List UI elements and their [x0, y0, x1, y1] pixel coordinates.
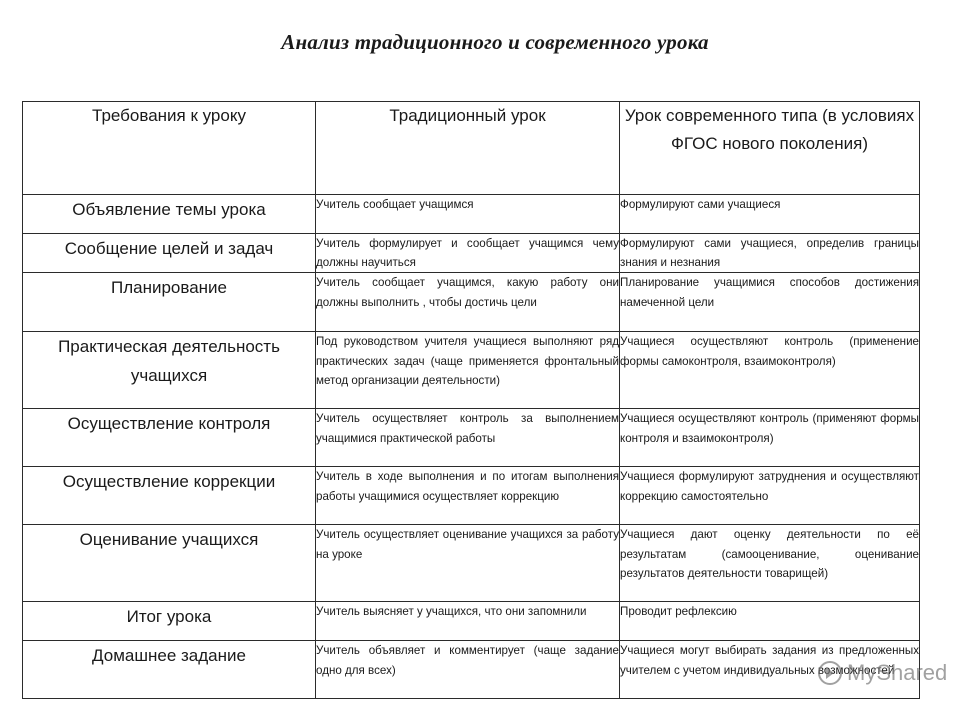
modern-cell: Проводит рефлексию [620, 602, 920, 641]
modern-cell: Учащиеся осуществляют контроль (применяют формы контроля и взаимоконтроля) [620, 409, 920, 467]
modern-cell: Учащиеся дают оценку деятельности по её результатам (самооценивание, оценивание результатов деятельности товарищей) [620, 525, 920, 602]
modern-cell: Формулируют сами учащиеся [620, 195, 920, 234]
header-modern: Урок современного типа (в условиях ФГОС нового поколения) [620, 102, 920, 195]
traditional-cell: Учитель формулирует и сообщает учащимся чему должны научиться [316, 234, 620, 273]
traditional-cell: Учитель в ходе выполнения и по итогам выполнения работы учащимися осуществляет коррекцию [316, 467, 620, 525]
modern-cell: Учащиеся формулируют затруднения и осуществляют коррекцию самостоятельно [620, 467, 920, 525]
traditional-cell: Учитель выясняет у учащихся, что они запомнили [316, 602, 620, 641]
watermark-text: MyShared [847, 660, 948, 685]
header-requirements: Требования к уроку [23, 102, 316, 195]
requirement-cell: Итог урока [23, 602, 316, 641]
modern-cell: Формулируют сами учащиеся, определив границы знания и незнания [620, 234, 920, 273]
traditional-cell: Учитель осуществляет оценивание учащихся за работу на уроке [316, 525, 620, 602]
modern-cell: Учащиеся могут выбирать задания из предложенных учителем с учетом индивидуальных возможностей [620, 641, 920, 699]
requirement-cell: Оценивание учащихся [23, 525, 316, 602]
traditional-cell: Под руководством учителя учащиеся выполняют ряд практических задач (чаще применяется фронтальный метод организации деятельности) [316, 332, 620, 409]
requirement-cell: Домашнее задание [23, 641, 316, 699]
traditional-cell: Учитель сообщает учащимся, какую работу они должны выполнить , чтобы достичь цели [316, 273, 620, 332]
requirement-cell: Практическая деятельность учащихся [23, 332, 316, 409]
table-row [23, 602, 920, 641]
table-row [23, 195, 920, 234]
requirement-cell: Осуществление коррекции [23, 467, 316, 525]
table-row [23, 332, 920, 409]
table-row [23, 641, 920, 699]
requirement-cell: Сообщение целей и задач [23, 234, 316, 273]
traditional-cell: Учитель объявляет и комментирует (чаще задание одно для всех) [316, 641, 620, 699]
traditional-cell: Учитель сообщает учащимся [316, 195, 620, 234]
table-row [23, 467, 920, 525]
header-traditional: Традиционный урок [316, 102, 620, 195]
modern-cell: Учащиеся осуществляют контроль (применение формы самоконтроля, взаимоконтроля) [620, 332, 920, 409]
table-row [23, 273, 920, 332]
comparison-table [22, 101, 920, 699]
table-row [23, 234, 920, 273]
table-row [23, 409, 920, 467]
page-title: Анализ традиционного и современного урока [281, 30, 709, 54]
table-header-row [23, 102, 920, 195]
requirement-cell: Осуществление контроля [23, 409, 316, 467]
table-row [23, 525, 920, 602]
traditional-cell: Учитель осуществляет контроль за выполнением учащимися практической работы [316, 409, 620, 467]
modern-cell: Планирование учащимися способов достижения намеченной цели [620, 273, 920, 332]
requirement-cell: Объявление темы урока [23, 195, 316, 234]
requirement-cell: Планирование [23, 273, 316, 332]
